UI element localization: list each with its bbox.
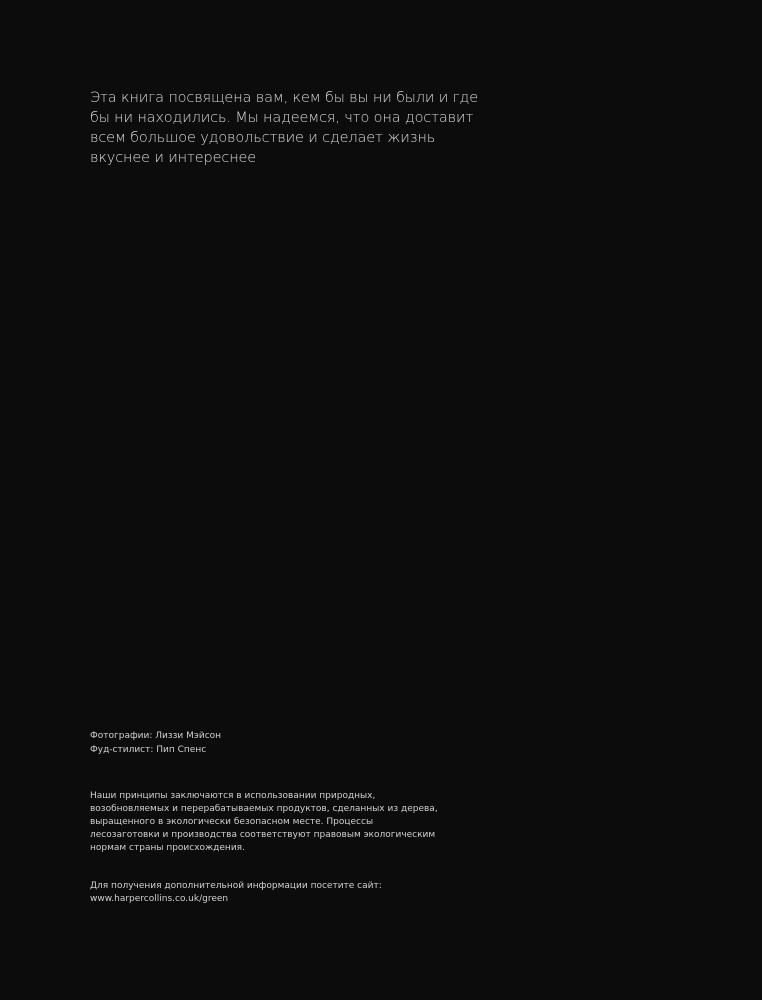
- dedication-line: Эта книга посвящена вам, кем бы вы ни были и где: [90, 90, 478, 106]
- principles-line: нормам страны происхождения.: [90, 843, 245, 853]
- website-link[interactable]: www.harpercollins.co.uk/green: [90, 894, 229, 904]
- more-info-block: [90, 880, 382, 906]
- dedication-line: вкуснее и интереснее: [90, 150, 257, 166]
- dedication-line: бы ни находились. Мы надеемся, что она доставит: [90, 110, 474, 126]
- credits-block: [90, 729, 221, 757]
- principles-line: возобновляемых и перерабатываемых продуктов, сделанных из дерева,: [90, 804, 438, 814]
- dedication-text: [90, 88, 478, 168]
- photographer-credit: Фотографии: Лиззи Мэйсон: [90, 731, 222, 741]
- food-stylist-credit: Фуд-стилист: Пип Спенс: [90, 745, 207, 755]
- environmental-principles: [90, 790, 438, 855]
- principles-line: выращенного в экологически безопасном месте. Процессы: [90, 817, 374, 827]
- dedication-line: всем большое удовольствие и сделает жизнь: [90, 130, 436, 146]
- principles-line: Наши принципы заключаются в использовании природных,: [90, 791, 376, 801]
- principles-line: лесозаготовки и производства соответствуют правовым экологическим: [90, 830, 436, 840]
- more-info-text: Для получения дополнительной информации посетите сайт:: [90, 881, 382, 891]
